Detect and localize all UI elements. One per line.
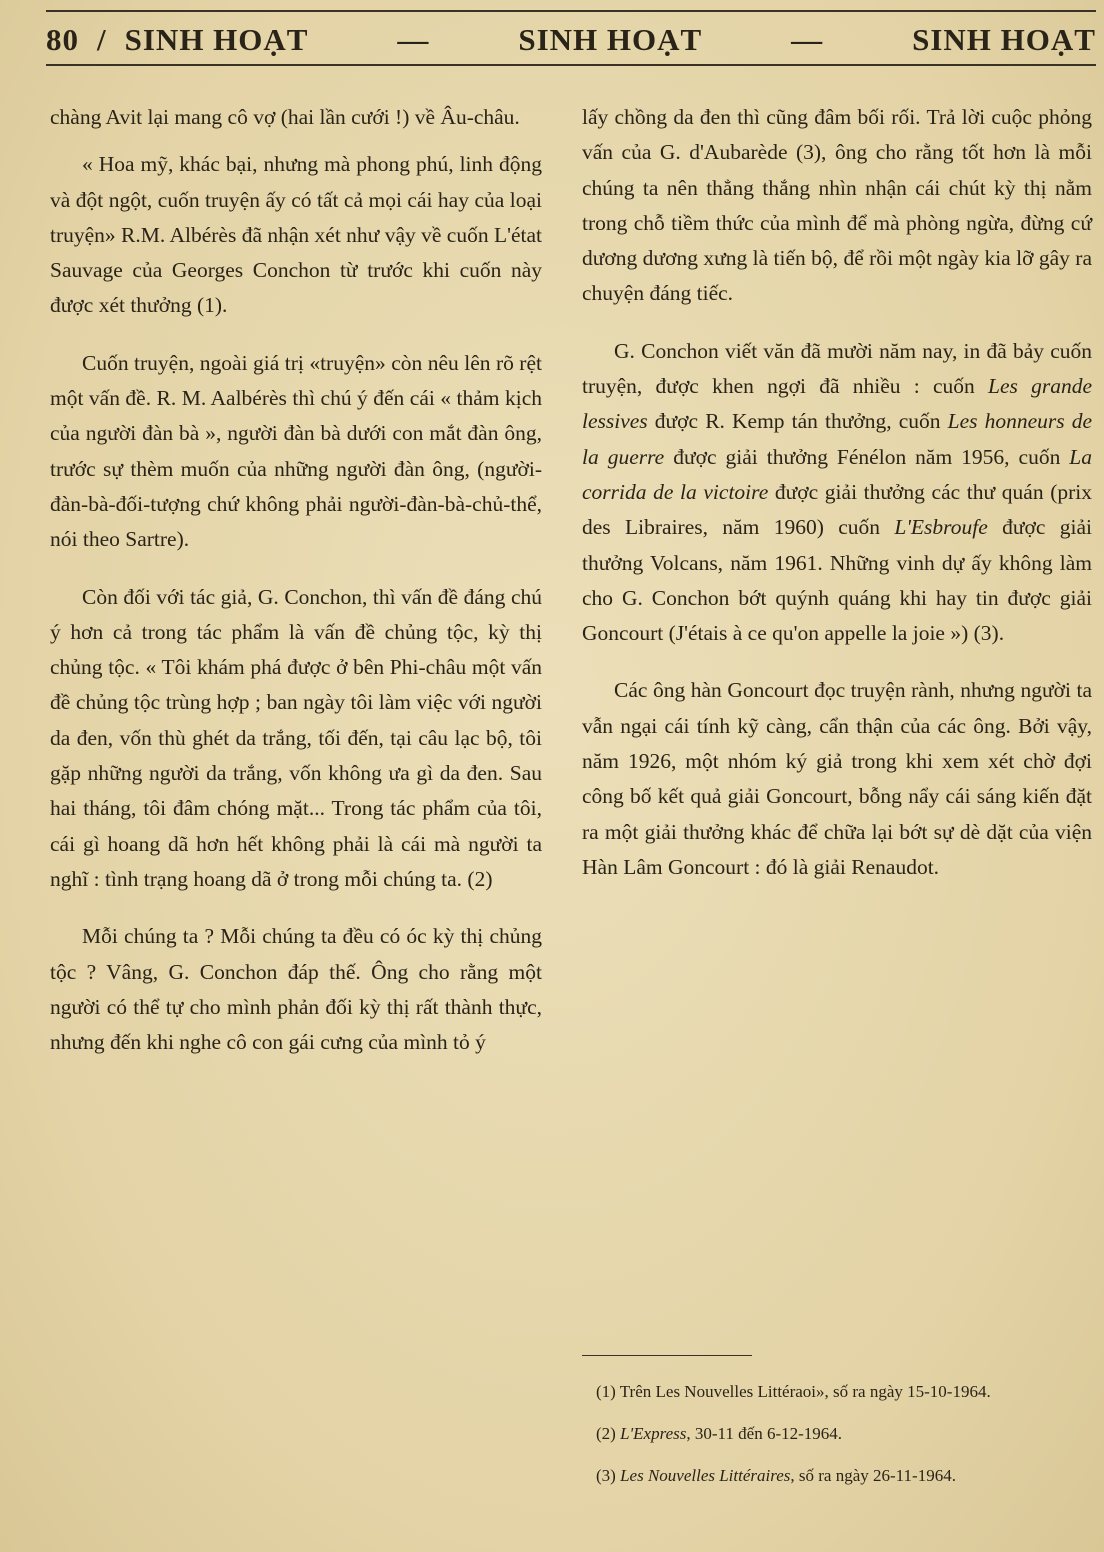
p2-text-e: được giải thưởng Volcans, năm 1961. Những vinh dự ấy không làm cho G. Conchon bớt quýnh quáng khi hay tin được giải Goncourt (J'étais à ce qu'on appelle la joie ») (3).: [582, 515, 1093, 646]
running-header: [46, 18, 1096, 62]
page-number: 80: [46, 22, 79, 57]
p2-text-c: được giải thưởng Fénélon năm 1956, cuốn: [664, 444, 1070, 469]
left-column: [50, 100, 542, 1060]
header-dash-1: —: [397, 22, 430, 57]
left-paragraph-5: Mỗi chúng ta ? Mỗi chúng ta đều có óc kỳ thị chủng tộc ? Vâng, G. Conchon đáp thế. Ông cho rằng một người có thể tự cho mình phản đối kỳ thị rất thành thực, nhưng đến khi nghe cô con gái cưng của mình tỏ ý: [50, 924, 542, 1055]
footnote-3-title: Les Nouvelles Littéraires: [620, 1466, 791, 1485]
running-title-1: SINH HOẠT: [124, 22, 309, 57]
left-paragraph-4: Còn đối với tác giả, G. Conchon, thì vấn đề đáng chú ý hơn cả trong tác phẩm là vấn đề chủng tộc, kỳ thị chủng tộc. « Tôi khám phá được ở bên Phi-châu một vấn đề chủng tộc trùng hợp ; ban ngày tôi làm việc với người da đen, vốn thù ghét da trắng, tối đến, tại câu lạc bộ, tôi gặp những người da trắng, vốn không ưa gì da đen. Sau hai tháng, tôi đâm chóng mặt... Trong tác phẩm của tôi, cái gì hoang dã hơn hết không phải là cái mà người ta nghĩ : tình trạng hoang dã ở trong mỗi chúng ta. (2): [50, 584, 542, 891]
footnotes: [582, 1378, 1092, 1504]
left-paragraph-2: « Hoa mỹ, khác bại, nhưng mà phong phú, linh động và đột ngột, cuốn truyện ấy có tất cả mọi cái hay của loại truyện» R.M. Albérès đã nhận xét như vậy về cuốn L'état Sauvage của Georges Conchon từ trước khi cuốn này được xét thưởng (1).: [50, 152, 542, 318]
footnote-3-rest: , số ra ngày 26-11-1964.: [790, 1466, 956, 1485]
footnote-3: [582, 1462, 1092, 1490]
header-rule: [46, 64, 1096, 66]
footnote-2: [582, 1420, 1092, 1448]
footnote-3-num: (3): [596, 1466, 621, 1485]
book-title-les-grande-lessives: Les grande lessives: [582, 374, 1092, 434]
footnote-2-rest: , 30-11 đến 6-12-1964.: [686, 1424, 843, 1443]
left-paragraph-3: Cuốn truyện, ngoài giá trị «truyện» còn nêu lên rõ rệt một vấn đề. R. M. Aalbérès thì chú ý đến cái « thảm kịch của người đàn bà », người đàn bà dưới con mắt đàn ông, trước sự thèm muốn của những người đàn ông, (người-đàn-bà-đối-tượng chứ không phải người-đàn-bà-chủ-thể, nói theo Sartre).: [50, 350, 542, 552]
right-paragraph-3: Các ông hàn Goncourt đọc truyện rành, nhưng người ta vẫn ngại cái tính kỹ càng, cẩn thận của các ông. Bởi vậy, năm 1926, một nhóm ký giả trong khi xem xét chờ đợi công bố kết quả giải Goncourt, bỗng nẩy cái sáng kiến đặt ra một giải thưởng khác để chữa lại bớt sự dè dặt của viện Hàn Lâm Goncourt : đó là giải Renaudot.: [582, 678, 1092, 879]
footnote-2-title: L'Express: [620, 1424, 687, 1443]
header-left-group: [46, 22, 308, 58]
header-dash-2: —: [791, 22, 824, 57]
book-title-les-honneurs: Les honneurs de la guerre: [582, 409, 1092, 469]
p2-text-a: G. Conchon viết văn đã mười năm nay, in đã bảy cuốn truyện, được khen ngợi đã nhiều : cuốn: [582, 338, 1092, 399]
right-paragraph-1: lấy chồng da đen thì cũng đâm bối rối. Trả lời cuộc phỏng vấn của G. d'Aubarède (3), ông cho rằng tốt hơn là mỗi chúng ta nên thẳng thắng nhìn nhận cái chút kỳ thị nằm trong chỗ tiềm thức của mình để mà phòng ngừa, đừng cứ dương dương xưng là tiến bộ, để rồi một ngày kia lỡ gây ra chuyện đáng tiếc.: [582, 105, 1092, 306]
footnotes-rule: [582, 1355, 752, 1356]
header-slash: /: [97, 22, 107, 57]
p2-text-b: được R. Kemp tán thưởng, cuốn: [647, 409, 948, 434]
running-title-3: SINH HOẠT: [912, 22, 1096, 57]
book-title-lesbroufe: L'Esbroufe: [894, 515, 988, 540]
right-column: [582, 100, 1092, 885]
footnote-1: (1) Trên Les Nouvelles Littéraoi», số ra ngày 15-10-1964.: [596, 1382, 991, 1401]
top-border-rule: [46, 10, 1096, 12]
left-paragraph-1: chàng Avit lại mang cô vợ (hai lần cưới !) về Âu-châu.: [50, 105, 520, 129]
p2-text-d: được giải thưởng các thư quán (prix des Libraires, năm 1960) cuốn: [582, 479, 1092, 540]
book-title-la-corrida: La corrida de la victoire: [582, 444, 1093, 504]
right-paragraph-2: [582, 334, 1092, 652]
running-title-2: SINH HOẠT: [518, 22, 703, 57]
footnote-2-num: (2): [596, 1424, 621, 1443]
